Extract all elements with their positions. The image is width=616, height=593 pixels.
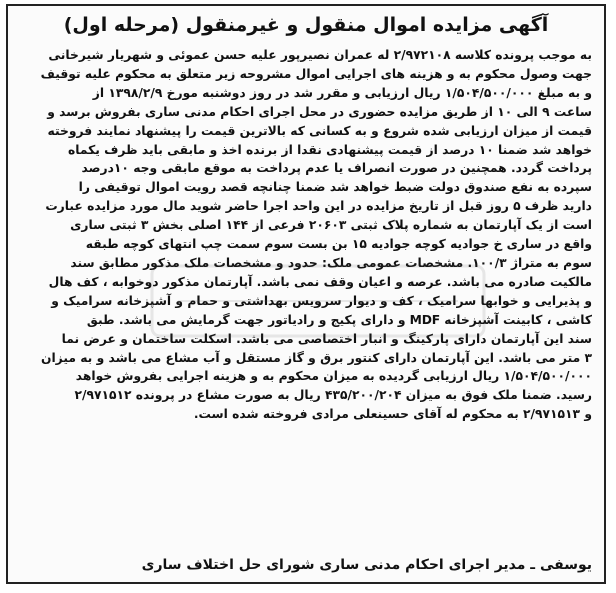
body-line: رسید. ضمنا ملک فوق به میزان ۴۳۵/۲۰۰/۲۰۴ ریال به صورت مشاع در پرونده ۲/۹۷۱۵۱۲ [74,388,592,403]
body-line: و پذیرایی و خوابها سرامیک ، کف و دیوار سرویس بهداشتی و حمام و آشپزخانه سرامیک و [51,293,592,308]
body-line: دارید ظرف ۵ روز قبل از تاریخ مزایده در این واحد اجرا حاضر شوید مال مورد مزایده عبارت [45,199,592,214]
body-line: پرداخت گردد. همچنین در صورت انصراف یا عدم پرداخت به موقع مابقی وجه ۱۰درصد [81,161,592,176]
body-line: جهت وصول محکوم به و هزینه های اجرایی اموال مشروحه زیر متعلق به محکوم علیه توقیف [40,66,592,81]
body-line: مالکیت صادره می باشد. عرصه و اعیان وقف نمی باشد. آپارتمان مذکور دوخوابه ، کف هال [48,274,592,289]
notice-frame [6,4,606,584]
body-line: ۳ متر می باشد. این آپارتمان دارای کنتور برق و گاز مستقل و آب مشاع می باشد و به میزان [40,350,592,365]
body-line: کاشی ، کابینت آشپزخانه MDF و دارای پکیج و رادیاتور جهت گرمایش می باشد. طبق [86,312,592,327]
body-line: خواهد شد ضمنا ۱۰ درصد از قیمت پیشنهادی نقدا از برنده اخذ و مابقی باید ظرف یکماه [67,142,592,157]
body-line: سپرده به نفع صندوق دولت ضبط خواهد شد ضمنا چنانچه قصد رویت اموال توقیفی را [78,180,592,195]
body-line: به موجب پرونده کلاسه ۲/۹۷۲۱۰۸ له عمران نصیرپور علیه حسن عموئی و شهریار شیرخانی [48,48,592,62]
notice-title: آگهی مزایده اموال منقول و غیرمنقول (مرحله اول) [63,14,549,36]
body-line: است از یک آپارتمان به شماره پلاک ثبتی ۲۰۶۰۳ فرعی از ۱۴۴ اصلی بخش ۳ ثبتی ساری [70,218,592,233]
notice-body [20,46,592,424]
body-line: قیمت از میزان ارزیابی شده شروع و به کسانی که بالاترین قیمت را پیشنهاد نمایند فروخته [47,123,592,138]
body-line: واقع در ساری خ جوادیه کوچه جوادیه ۱۵ بن بست سوم سمت چپ انتهای کوچه طبقه [85,237,592,252]
notice-signature: یوسفی ـ مدیر اجرای احکام مدنی ساری شورای حل اختلاف ساری [141,557,592,573]
body-line: ساعت ۹ الی ۱۰ از طریق مزایده حضوری در محل اجرای احکام مدنی ساری بفروش برسد و [47,104,592,119]
body-line: و به مبلغ ۱/۵۰۴/۵۰۰/۰۰۰ ریال ارزیابی و مقرر شد در روز دوشنبه مورخ ۱۳۹۸/۲/۹ از [92,85,592,100]
body-line: و ۲/۹۷۱۵۱۳ به محکوم له آقای حسینعلی مرادی فروخته شده است. [193,407,592,422]
body-line: سوم به متراژ ۱۰۰/۳. مشخصات عمومی ملک: حدود و مشخصات ملک مذکور مطابق سند [70,255,592,270]
body-line: سند این آپارتمان دارای پارکینگ و انبار اختصاصی می باشد. اسکلت ساختمان و عرض نما [61,331,592,346]
body-line: ۱/۵۰۴/۵۰۰/۰۰۰ ریال ارزیابی گردیده به میزان محکوم به و هزینه اجرایی بفروش خواهد [75,369,592,384]
